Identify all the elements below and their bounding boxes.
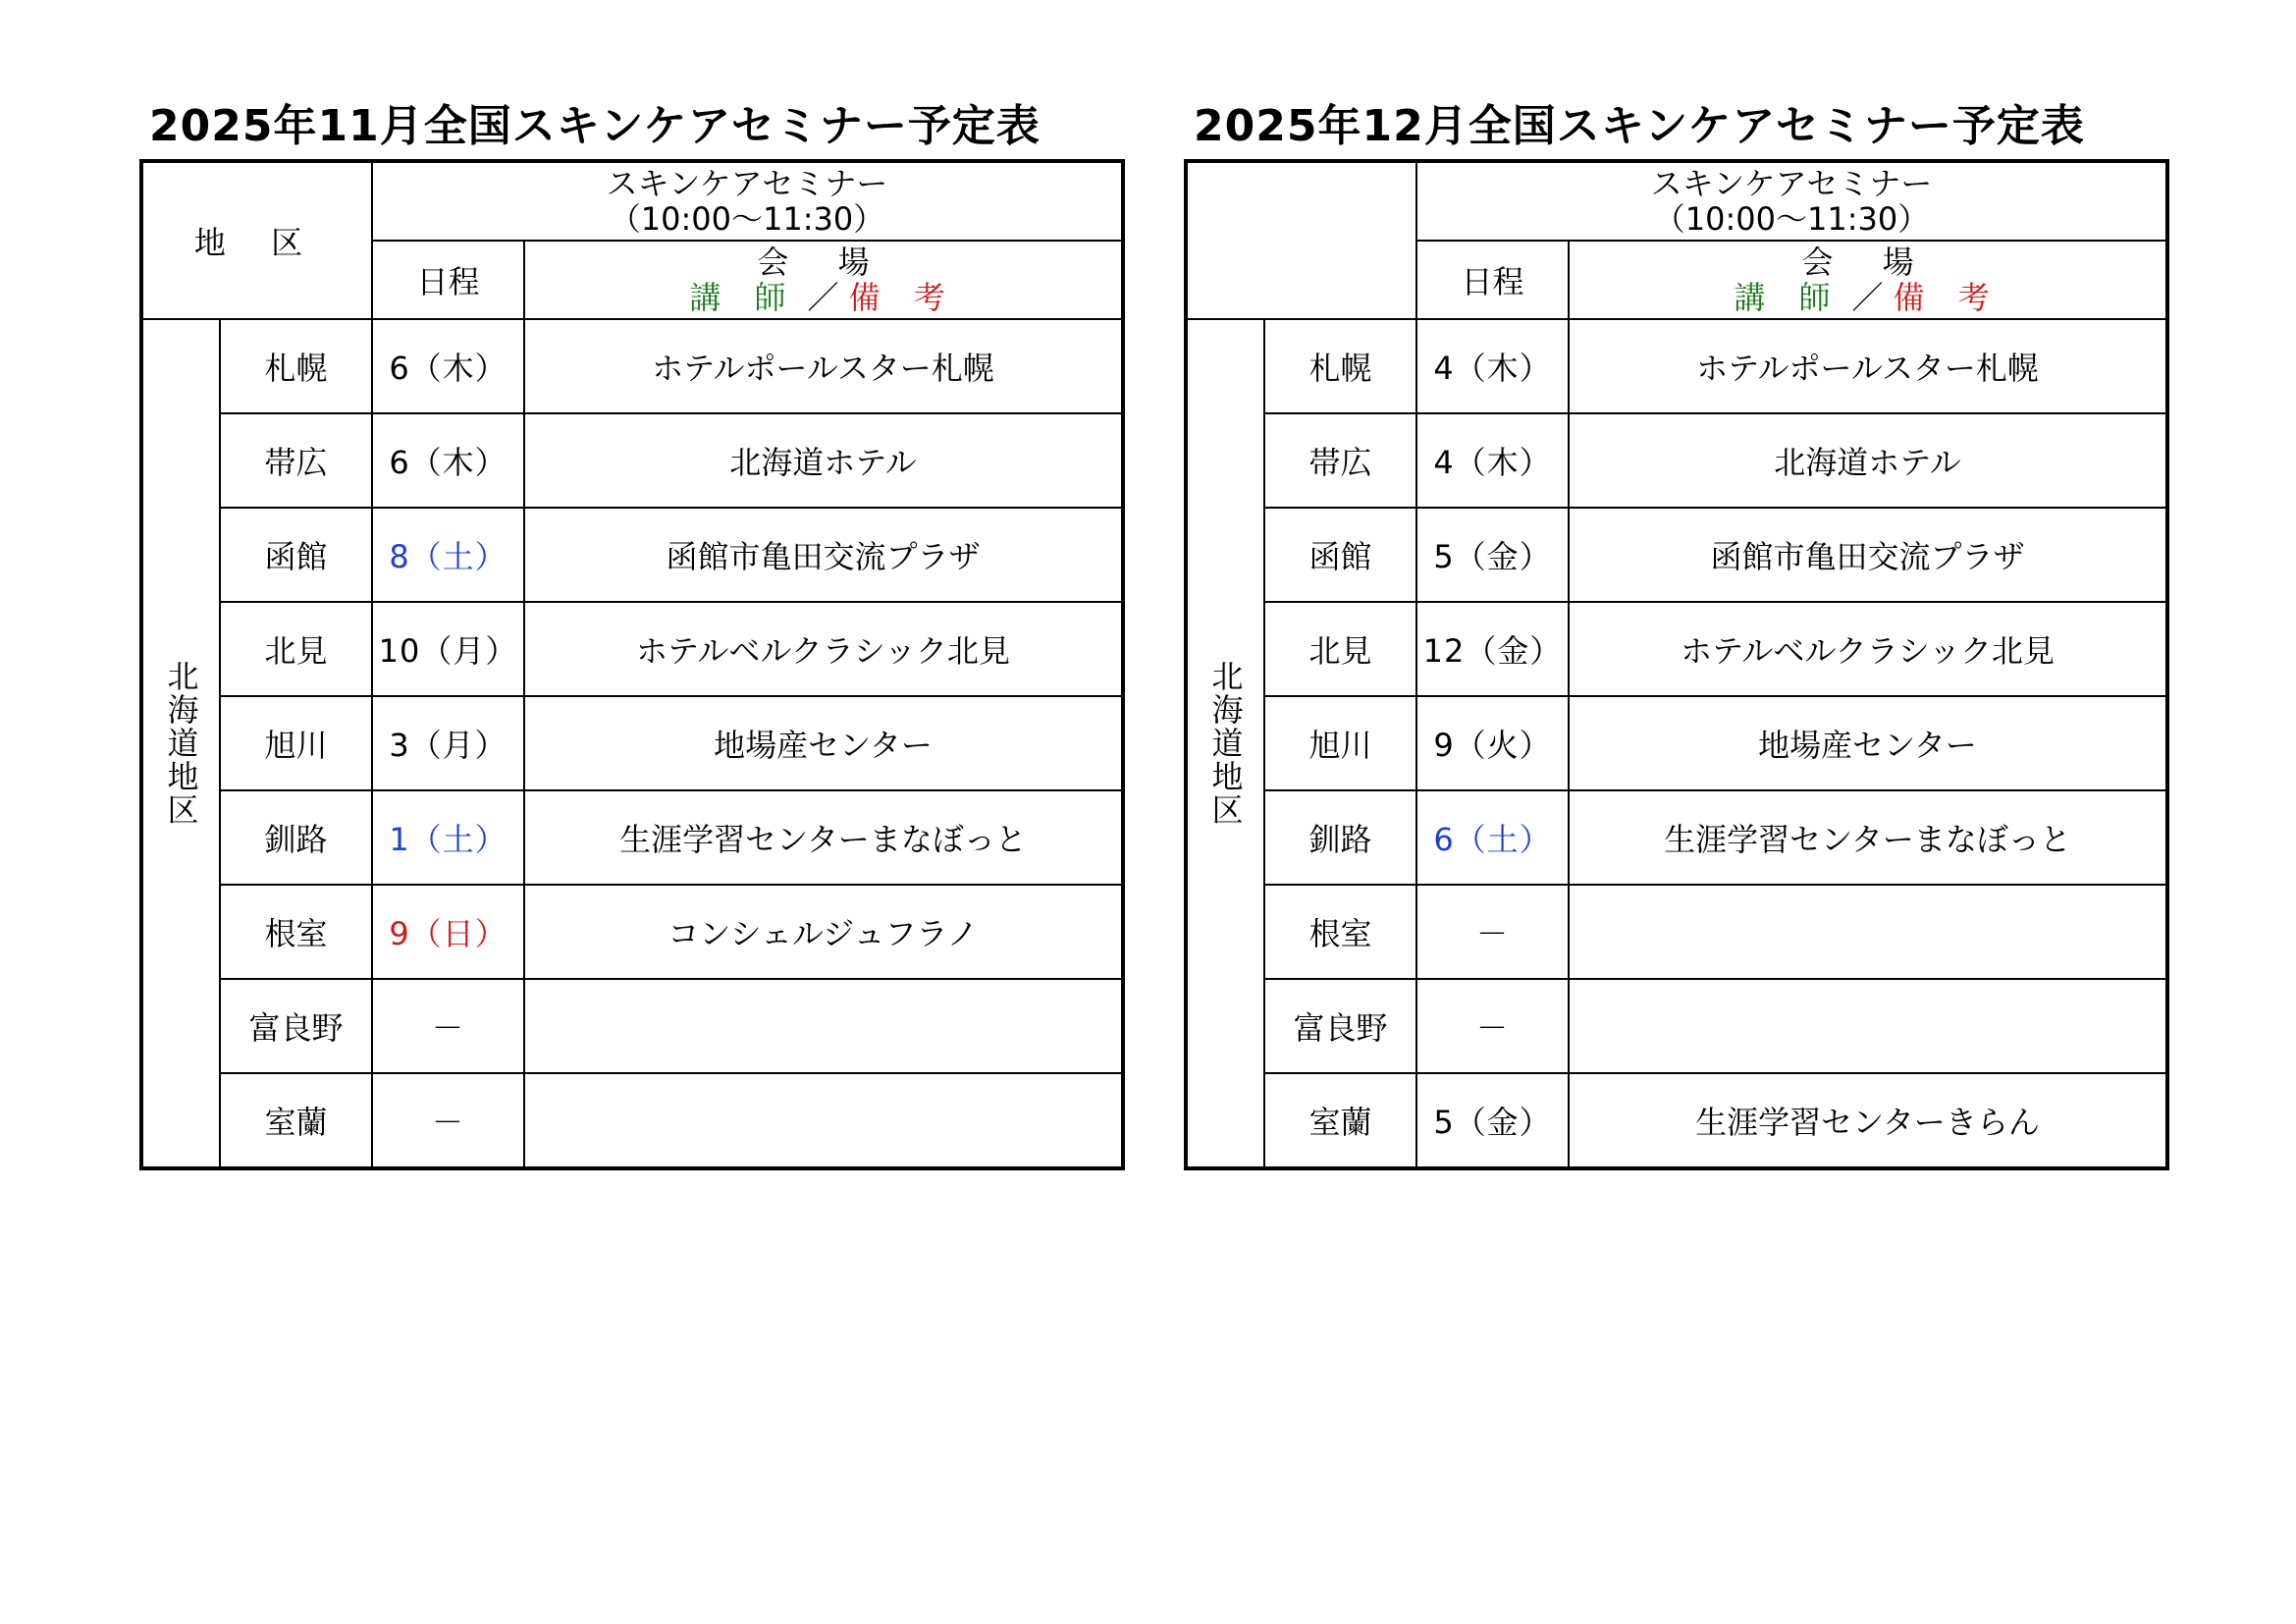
city-cell: 釧路 [1264, 790, 1416, 885]
venue-label: 会 場 [757, 244, 889, 281]
area-header [1186, 161, 1416, 319]
table-row [1186, 1073, 2167, 1168]
sheet-december [1184, 94, 2169, 1170]
venue-cell: 函館市亀田交流プラザ [524, 508, 1123, 602]
seminar-header [1416, 161, 2167, 241]
venue-cell: 生涯学習センターまなぼっと [524, 790, 1123, 885]
lecturer-label: 講 師 [689, 279, 798, 316]
seminar-time: （10:00〜11:30） [1653, 200, 1930, 238]
venue-cell: 地場産センター [524, 696, 1123, 790]
date-cell: 6（木） [372, 319, 524, 413]
area-header: 地 区 [141, 161, 372, 319]
venue-cell: 生涯学習センターきらん [1569, 1073, 2167, 1168]
note-label: 備 考 [1893, 279, 2002, 316]
table-row [141, 602, 1123, 696]
table-row [1186, 413, 2167, 508]
venue-header [524, 241, 1123, 319]
table-row [141, 1073, 1123, 1168]
city-cell: 札幌 [1264, 319, 1416, 413]
table-row [141, 413, 1123, 508]
date-cell: 6（土） [1416, 790, 1569, 885]
city-cell: 根室 [220, 885, 372, 979]
venue-cell: ホテルベルクラシック北見 [1569, 602, 2167, 696]
lecturer-label: 講 師 [1734, 279, 1842, 316]
date-cell: － [1416, 979, 1569, 1073]
date-cell: － [372, 1073, 524, 1168]
date-cell: 8（土） [372, 508, 524, 602]
date-cell: － [372, 979, 524, 1073]
venue-header [1569, 241, 2167, 319]
venue-cell: ホテルポールスター札幌 [1569, 319, 2167, 413]
seminar-header [372, 161, 1123, 241]
region-cell [141, 319, 220, 1168]
city-cell: 室蘭 [220, 1073, 372, 1168]
table-row [141, 319, 1123, 413]
date-cell: 5（金） [1416, 508, 1569, 602]
date-cell: 1（土） [372, 790, 524, 885]
sheet-title: 2025年11月全国スキンケアセミナー予定表 [149, 101, 1041, 151]
table-row [1186, 319, 2167, 413]
table-row [141, 696, 1123, 790]
city-cell: 釧路 [220, 790, 372, 885]
venue-label: 会 場 [1801, 244, 1934, 281]
venue-cell [1569, 979, 2167, 1073]
table-row [1186, 885, 2167, 979]
date-cell: 5（金） [1416, 1073, 1569, 1168]
rows-body [1186, 319, 2167, 1168]
schedule-table [139, 159, 1125, 1170]
table-row [141, 885, 1123, 979]
city-cell: 函館 [220, 508, 372, 602]
venue-cell: 生涯学習センターまなぼっと [1569, 790, 2167, 885]
venue-cell [1569, 885, 2167, 979]
region-label: 北海道地区 [162, 660, 200, 827]
venue-cell: ホテルポールスター札幌 [524, 319, 1123, 413]
city-cell: 富良野 [220, 979, 372, 1073]
date-cell: 4（木） [1416, 319, 1569, 413]
table-row [141, 790, 1123, 885]
city-cell: 富良野 [1264, 979, 1416, 1073]
date-cell: 9（日） [372, 885, 524, 979]
city-cell: 北見 [220, 602, 372, 696]
date-cell: 4（木） [1416, 413, 1569, 508]
venue-cell: 函館市亀田交流プラザ [1569, 508, 2167, 602]
table-row [1186, 602, 2167, 696]
city-cell: 北見 [1264, 602, 1416, 696]
venue-cell: 北海道ホテル [1569, 413, 2167, 508]
slash-label: ／ [1851, 279, 1884, 316]
seminar-time: （10:00〜11:30） [609, 200, 885, 238]
region-cell [1186, 319, 1264, 1168]
seminar-name: スキンケアセミナー [1650, 165, 1933, 202]
note-label: 備 考 [848, 279, 957, 316]
city-cell: 函館 [1264, 508, 1416, 602]
slash-label: ／ [807, 279, 839, 316]
date-cell: － [1416, 885, 1569, 979]
date-cell: 10（月） [372, 602, 524, 696]
date-cell: 12（金） [1416, 602, 1569, 696]
table-row [141, 508, 1123, 602]
venue-cell: コンシェルジュフラノ [524, 885, 1123, 979]
city-cell: 旭川 [220, 696, 372, 790]
table-row [141, 979, 1123, 1073]
city-cell: 札幌 [220, 319, 372, 413]
city-cell: 帯広 [220, 413, 372, 508]
sheet-november [139, 94, 1125, 1170]
table-row [1186, 979, 2167, 1073]
venue-cell [524, 979, 1123, 1073]
city-cell: 根室 [1264, 885, 1416, 979]
city-cell: 室蘭 [1264, 1073, 1416, 1168]
seminar-name: スキンケアセミナー [606, 165, 888, 202]
date-header: 日程 [1416, 241, 1569, 319]
city-cell: 帯広 [1264, 413, 1416, 508]
rows-body [141, 319, 1123, 1168]
venue-cell: 北海道ホテル [524, 413, 1123, 508]
sheet-title: 2025年12月全国スキンケアセミナー予定表 [1194, 101, 2085, 151]
date-header: 日程 [372, 241, 524, 319]
city-cell: 旭川 [1264, 696, 1416, 790]
table-row [1186, 508, 2167, 602]
venue-cell [524, 1073, 1123, 1168]
venue-cell: 地場産センター [1569, 696, 2167, 790]
schedule-table [1184, 159, 2169, 1170]
table-row [1186, 790, 2167, 885]
date-cell: 6（木） [372, 413, 524, 508]
date-cell: 3（月） [372, 696, 524, 790]
region-label: 北海道地区 [1206, 660, 1245, 827]
date-cell: 9（火） [1416, 696, 1569, 790]
venue-cell: ホテルベルクラシック北見 [524, 602, 1123, 696]
table-row [1186, 696, 2167, 790]
